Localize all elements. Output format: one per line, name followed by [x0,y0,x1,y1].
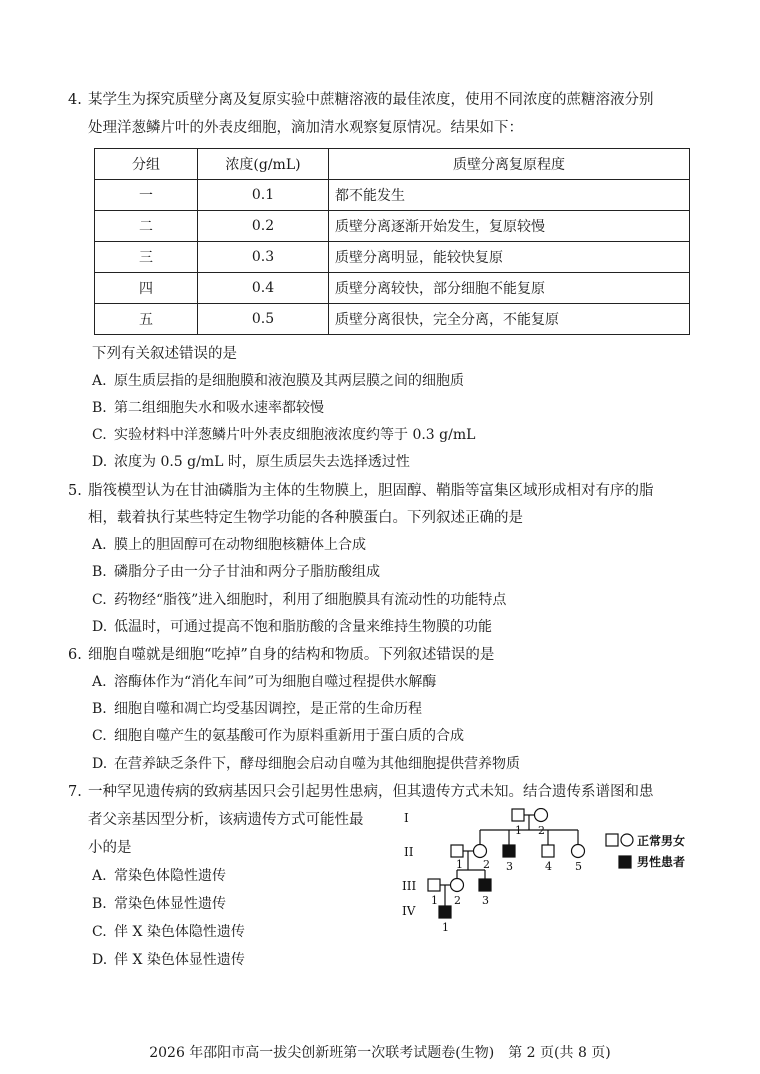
gen1-male-normal-symbol [512,809,524,821]
individual-number: 3 [482,894,489,907]
q7-option-d [92,950,245,970]
q6-option-b [92,699,422,719]
option-label: C. [92,924,107,940]
option-label: B. [92,564,107,580]
table-cell: 0.5 [198,304,329,335]
q6-stem-text1: 细胞自噬就是细胞“吃掉”自身的结构和物质。下列叙述错误的是 [88,647,495,663]
option-label: C. [92,427,107,443]
option-label: B. [92,896,107,912]
q5-option-c [92,590,506,610]
q7-number: 7. [68,784,82,800]
q6-option-c [92,726,464,746]
q6-option-d [92,754,520,774]
option-label: C. [92,592,107,608]
individual-number: 1 [431,894,438,907]
pedigree-diagram [400,808,720,938]
option-label: D. [92,756,108,772]
option-label: A. [92,537,107,553]
table-cell: 四 [95,273,198,304]
legend-affected-label: 男性患者 [637,855,686,869]
option-text: 常染色体显性遗传 [114,896,226,912]
option-text: 细胞自噬和凋亡均受基因调控，是正常的生命历程 [114,701,422,717]
table-cell: 一 [95,180,198,211]
q5-stem-text1: 脂筏模型认为在甘油磷脂为主体的生物膜上，胆固醇、鞘脂等富集区域形成相对有序的脂 [88,483,654,499]
legend-normal-label: 正常男女 [637,834,686,848]
option-label: A. [92,868,107,884]
q7-stem-line2: 者父亲基因型分析，该病遗传方式可能性最 [88,812,364,828]
table-cell: 三 [95,242,198,273]
option-label: B. [92,400,107,416]
option-label: D. [92,454,108,470]
generation-label: I [404,811,409,825]
q7-stem-line3: 小的是 [88,840,132,856]
gen2-male-normal-symbol [542,845,554,857]
gen3-female-normal-symbol [451,879,464,892]
option-text: 在营养缺乏条件下，酵母细胞会启动自噬为其他细胞提供营养物质 [114,756,520,772]
q4-option-c [92,425,475,445]
q4-stem-line2: 处理洋葱鳞片叶的外表皮细胞，滴加清水观察复原情况。结果如下： [88,120,523,136]
q6-stem-line1 [68,645,494,665]
q4-option-d [92,452,410,472]
option-text: 伴 X 染色体隐性遗传 [114,924,245,940]
table-cell: 0.2 [198,211,329,242]
table-cell: 0.3 [198,242,329,273]
q6-option-a [92,672,436,692]
table-cell: 质壁分离很快，完全分离，不能复原 [329,304,690,335]
option-text: 药物经“脂筏”进入细胞时，利用了细胞膜具有流动性的功能特点 [114,592,507,608]
individual-number: 2 [538,824,545,837]
q4-number: 4. [68,92,82,108]
q5-number: 5. [68,483,82,499]
option-text: 原生质层指的是细胞膜和液泡膜及其两层膜之间的细胞质 [114,373,464,389]
q4-option-a [92,371,464,391]
q4-option-b [92,398,324,418]
table-cell: 质壁分离较快，部分细胞不能复原 [329,273,690,304]
option-label: B. [92,701,107,717]
gen2-female-normal-symbol [474,845,487,858]
table-header: 分组 [95,149,198,180]
option-label: D. [92,619,108,635]
gen1-female-normal-symbol [535,809,548,822]
option-text: 常染色体隐性遗传 [114,868,226,884]
table-cell: 二 [95,211,198,242]
table-cell: 五 [95,304,198,335]
q7-stem-line1 [68,782,654,802]
individual-number: 1 [442,921,449,934]
q7-stem-text1: 一种罕见遗传病的致病基因只会引起男性患病，但其遗传方式未知。结合遗传系谱图和患 [88,784,654,800]
option-text: 第二组细胞失水和吸水速率都较慢 [114,400,324,416]
table-cell: 都不能发生 [329,180,690,211]
gen4-male-affected-symbol [439,906,451,918]
generation-label: IV [402,904,416,918]
q4-stem-line1 [68,90,654,110]
q6-number: 6. [68,647,82,663]
gen2-male-affected-symbol [503,845,515,857]
q4-prompt: 下列有关叙述错误的是 [92,346,237,362]
table-row [95,242,690,273]
option-text: 细胞自噬产生的氨基酸可作为原料重新用于蛋白质的合成 [114,728,464,744]
legend-normal-female-symbol [621,834,633,846]
q7-option-b [92,894,226,914]
table-cell: 质壁分离逐渐开始发生，复原较慢 [329,211,690,242]
legend-affected-male-symbol [619,856,631,868]
individual-number: 3 [506,860,513,873]
option-label: D. [92,952,108,968]
table-row [95,304,690,335]
option-text: 浓度为 0.5 g/mL 时，原生质层失去选择透过性 [114,454,410,470]
table-row [95,211,690,242]
table-header: 浓度(g/mL) [198,149,329,180]
option-text: 伴 X 染色体显性遗传 [114,952,245,968]
individual-number: 2 [483,858,490,871]
q7-option-a [92,866,226,886]
gen2-female-normal-symbol [572,845,585,858]
gen2-male-normal-symbol [451,845,463,857]
option-text: 低温时，可通过提高不饱和脂肪酸的含量来维持生物膜的功能 [114,619,492,635]
individual-number: 1 [456,858,463,871]
q4-results-table [94,148,690,335]
individual-number: 1 [515,824,522,837]
option-label: C. [92,728,107,744]
option-label: A. [92,373,107,389]
q5-option-d [92,617,492,637]
gen3-male-affected-symbol [479,879,491,891]
individual-number: 5 [575,860,582,873]
q4-stem-text1: 某学生为探究质壁分离及复原实验中蔗糖溶液的最佳浓度，使用不同浓度的蔗糖溶液分别 [88,92,654,108]
q7-option-c [92,922,245,942]
generation-label: III [402,879,417,893]
table-header-row [95,149,690,180]
table-header: 质壁分离复原程度 [329,149,690,180]
table-cell: 0.1 [198,180,329,211]
option-text: 实验材料中洋葱鳞片叶外表皮细胞液浓度约等于 0.3 g/mL [114,427,476,443]
table-row [95,180,690,211]
generation-label: II [404,845,414,859]
q5-option-b [92,562,380,582]
q5-stem-line2: 相，载着执行某些特定生物学功能的各种膜蛋白。下列叙述正确的是 [88,510,523,526]
table-cell: 质壁分离明显，能较快复原 [329,242,690,273]
table-row [95,273,690,304]
legend-normal-male-symbol [606,834,618,846]
option-text: 膜上的胆固醇可在动物细胞核糖体上合成 [114,537,366,553]
q5-stem-line1 [68,481,654,501]
page-footer: 2026 年邵阳市高一拔尖创新班第一次联考试题卷(生物) 第 2 页(共 8 页) [149,1045,611,1061]
option-label: A. [92,674,107,690]
q5-option-a [92,535,366,555]
gen3-male-normal-symbol [428,879,440,891]
option-text: 磷脂分子由一分子甘油和两分子脂肪酸组成 [114,564,380,580]
table-cell: 0.4 [198,273,329,304]
individual-number: 4 [545,860,552,873]
option-text: 溶酶体作为“消化车间”可为细胞自噬过程提供水解酶 [114,674,437,690]
individual-number: 2 [454,894,461,907]
